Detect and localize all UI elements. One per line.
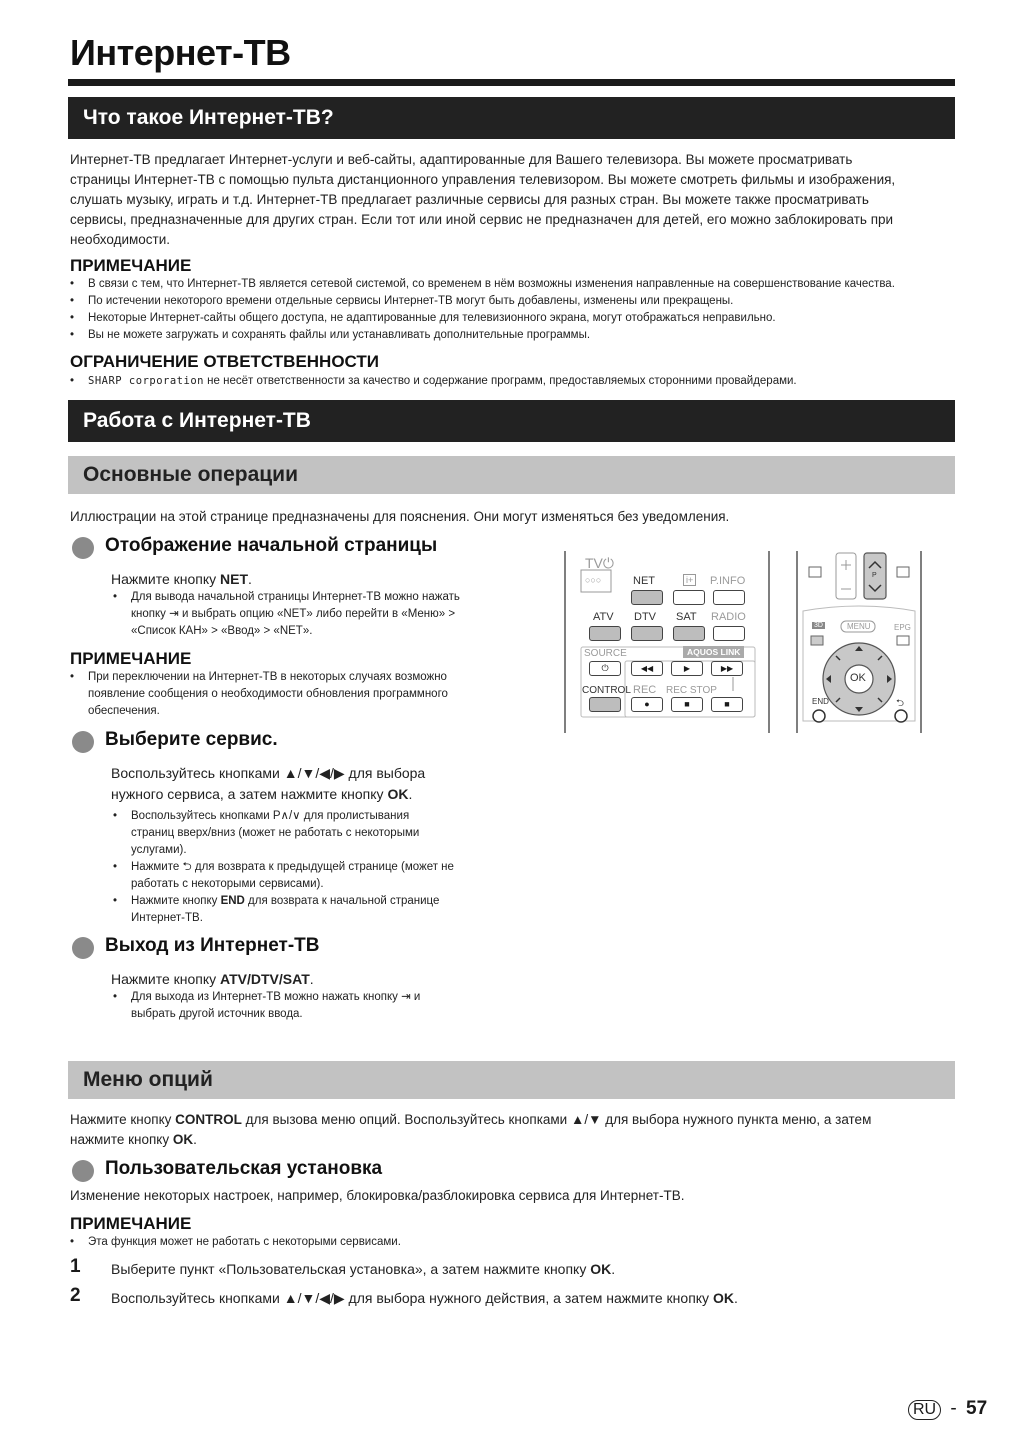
step3-instruction <box>111 969 314 989</box>
rewind-button[interactable]: ◀◀ <box>631 661 663 676</box>
subsection-heading-options: Меню опций <box>68 1061 955 1099</box>
step3-bullet <box>111 989 511 1023</box>
line: Нажмите ⮌ для возврата к предыдущей странице (может не <box>131 861 454 873</box>
step2-bullet <box>111 808 511 859</box>
page-separator: - <box>950 1398 957 1419</box>
step2-bullet <box>111 859 511 893</box>
line: Интернет-ТВ. <box>131 912 203 924</box>
return-icon: ⮌ <box>896 698 905 709</box>
options-step-1 <box>111 1259 615 1279</box>
step-marker-icon <box>72 1160 94 1182</box>
text: . <box>193 1132 197 1147</box>
line <box>70 1130 955 1150</box>
options-intro <box>70 1110 955 1150</box>
step-number: 1 <box>70 1256 81 1277</box>
step-marker-icon <box>72 937 94 959</box>
step1-title: Отображение начальной страницы <box>105 535 438 556</box>
rec-label: REC <box>633 684 657 696</box>
line <box>70 1110 955 1130</box>
step1-note-heading: ПРИМЕЧАНИЕ <box>70 649 192 668</box>
rec-stop-label: REC STOP <box>666 685 717 696</box>
options-note-list <box>68 1234 948 1251</box>
key-ok: OK <box>712 1290 734 1306</box>
line: Воспользуйтесь кнопками ▲/▼/◀/▶ для выбора <box>111 765 426 781</box>
line: страниц вверх/вниз (может не работать с некоторыми <box>131 827 420 839</box>
sat-label: SAT <box>676 611 697 623</box>
key-end: END <box>220 895 245 907</box>
line: При переключении на Интернет-ТВ в некоторых случаях возможно <box>88 671 447 683</box>
sat-button[interactable] <box>673 626 705 641</box>
step1-bullets <box>111 589 511 640</box>
atv-button[interactable] <box>589 626 621 641</box>
net-label: NET <box>633 575 655 587</box>
line: Для вывода начальной страницы Интернет-ТВ можно нажать <box>131 591 460 603</box>
radio-button[interactable] <box>713 626 745 641</box>
step1-instruction <box>111 569 252 589</box>
text: для вызова меню опций. Воспользуйтесь кнопками ▲/▼ для выбора нужного пункта меню, а затем <box>241 1112 872 1127</box>
tv-power-label: TV⏻ <box>585 555 614 571</box>
intro-line: слушать музыку, играть и т.д. Интернет-ТВ предлагает различные сервисы для разных стран. Вы можете также просматривать <box>70 192 869 207</box>
dots-icon: ○○○ <box>585 575 602 585</box>
info-button[interactable] <box>673 590 705 605</box>
stop-button[interactable]: ■ <box>711 697 743 712</box>
key-ok: OK <box>172 1132 194 1147</box>
intro-line: необходимости. <box>70 232 170 247</box>
line <box>111 784 425 805</box>
dtv-button[interactable] <box>631 626 663 641</box>
step1-bullet <box>111 589 511 640</box>
intro-paragraph <box>70 150 950 250</box>
step-number: 2 <box>70 1285 81 1306</box>
options-note: • Эта функция может не работать с некоторыми сервисами. <box>68 1234 948 1251</box>
note-item: • Некоторые Интернет-сайты общего доступа, не адаптированные для телевизионного экрана, могут отображаться неправильно. <box>68 310 953 327</box>
note-list <box>68 276 953 344</box>
disclaimer-list <box>68 373 953 390</box>
text: нажмите кнопку <box>70 1132 173 1147</box>
language-badge: RU <box>908 1400 941 1420</box>
rec-stop-button[interactable]: ■ <box>671 697 703 712</box>
options-step-2 <box>111 1288 738 1308</box>
subsection-heading-basic: Основные операции <box>68 456 955 494</box>
rec-button[interactable]: ● <box>631 697 663 712</box>
atv-label: ATV <box>593 611 614 623</box>
text: Воспользуйтесь кнопками ▲/▼/◀/▶ для выбора нужного действия, а затем нажмите кнопку <box>111 1290 713 1306</box>
intro-line: Интернет-ТВ предлагает Интернет-услуги и веб-сайты, адаптированные для Вашего телевизора. Вы можете просматривать <box>70 152 853 167</box>
step2-title: Выберите сервис. <box>105 729 278 750</box>
control-label: CONTROL <box>582 685 631 696</box>
text: . <box>733 1290 738 1306</box>
text: Нажмите кнопку <box>70 1112 176 1127</box>
line: «Список КАН» > «Ввод» > «NET». <box>131 625 313 637</box>
pinfo-button[interactable] <box>713 590 745 605</box>
text: Нажмите кнопку <box>111 571 221 587</box>
source-label: SOURCE <box>584 648 627 659</box>
illustration-note: Иллюстрации на этой странице предназначены для пояснения. Они могут изменяться без уведомления. <box>70 509 730 524</box>
end-label: END <box>812 697 829 706</box>
text: . <box>408 786 413 802</box>
user-setup-title: Пользовательская установка <box>105 1158 383 1179</box>
text: нужного сервиса, а затем нажмите кнопку <box>111 786 388 802</box>
play-button[interactable]: ▶ <box>671 661 703 676</box>
key-ok: OK <box>387 786 409 802</box>
epg-label: EPG <box>894 623 911 632</box>
step3-bullets <box>111 989 511 1023</box>
key-net: NET <box>220 571 249 587</box>
line: работать с некоторыми сервисами). <box>131 878 324 890</box>
net-button[interactable] <box>631 590 663 605</box>
remote-illustration-main <box>563 551 771 733</box>
text: . <box>611 1261 616 1277</box>
brand-name: SHARP corporation <box>88 375 204 387</box>
note-item: • По истечении некоторого времени отдельные сервисы Интернет-ТВ могут быть добавлены, изменены или прекращены. <box>68 293 953 310</box>
forward-button[interactable]: ▶▶ <box>711 661 743 676</box>
text: Нажмите кнопку <box>111 971 221 987</box>
menu-label[interactable]: MENU <box>847 622 871 631</box>
intro-line: сервисы, предназначенные для других стран. Если тот или иной сервис не предназначен для детей, его можно заблокировать при <box>70 212 894 227</box>
disclaimer-heading: ОГРАНИЧЕНИЕ ОТВЕТСТВЕННОСТИ <box>70 352 380 371</box>
step1-note-list <box>68 669 508 720</box>
pinfo-label: P.INFO <box>710 575 746 587</box>
step2-bullets <box>111 808 511 927</box>
page-number <box>908 1398 987 1420</box>
dtv-label: DTV <box>634 611 656 623</box>
line: кнопку ⇥ и выбрать опцию «NET» либо перейти в «Меню» > <box>131 608 456 620</box>
line: появление сообщения о необходимости обновления программного <box>88 688 448 700</box>
note-heading: ПРИМЕЧАНИЕ <box>70 256 192 275</box>
3d-button[interactable]: 3D <box>814 622 823 629</box>
remote-illustration-navigation <box>795 551 923 733</box>
line: услугами). <box>131 844 187 856</box>
key-ok: OK <box>590 1261 612 1277</box>
step2-bullet <box>111 893 511 927</box>
text: Нажмите кнопку <box>131 895 221 907</box>
p-label: P <box>872 572 877 579</box>
control-button[interactable] <box>589 697 621 712</box>
key-atv-dtv-sat: ATV/DTV/SAT <box>220 971 310 987</box>
page-title: Интернет-ТВ <box>70 32 291 73</box>
disclaimer-text: не несёт ответственности за качество и содержание программ, предоставляемых сторонними провайдерами. <box>203 375 797 387</box>
user-setup-text: Изменение некоторых настроек, например, блокировка/разблокировка сервиса для Интернет-ТВ. <box>70 1188 685 1203</box>
text: . <box>309 971 314 987</box>
line: выбрать другой источник ввода. <box>131 1008 303 1020</box>
key-control: CONTROL <box>175 1112 242 1127</box>
line: обеспечения. <box>88 705 160 717</box>
step-marker-icon <box>72 731 94 753</box>
text: . <box>248 571 252 587</box>
step2-instruction <box>111 763 425 805</box>
options-note-heading: ПРИМЕЧАНИЕ <box>70 1214 192 1233</box>
intro-line: страницы Интернет-ТВ с помощью пульта дистанционного управления телевизором. Вы можете смотреть фильмы и изображения, <box>70 172 896 187</box>
line: Воспользуйтесь кнопками P∧/∨ для пролистывания <box>131 810 410 822</box>
step3-title: Выход из Интернет-ТВ <box>105 935 320 956</box>
section-heading-working: Работа с Интернет-ТВ <box>68 400 955 442</box>
text: Выберите пункт «Пользовательская установка», а затем нажмите кнопку <box>111 1261 591 1277</box>
info-icon: i+ <box>683 574 696 586</box>
aquos-link-label: AQUOS LINK <box>683 646 744 658</box>
line: Для выхода из Интернет-ТВ можно нажать кнопку ⇥ и <box>131 991 421 1003</box>
source-power-button[interactable]: ⏻ <box>589 661 621 676</box>
step-marker-icon <box>72 537 94 559</box>
note-item: • Вы не можете загружать и сохранять файлы или устанавливать дополнительные программы. <box>68 327 953 344</box>
radio-label: RADIO <box>711 611 746 623</box>
section-heading-what-is: Что такое Интернет-ТВ? <box>68 97 955 139</box>
text: для возврата к начальной странице <box>244 895 440 907</box>
step1-note <box>68 669 508 720</box>
disclaimer-item <box>68 373 953 390</box>
title-rule <box>68 79 955 86</box>
page-number-value: 57 <box>966 1398 988 1419</box>
note-item: • В связи с тем, что Интернет-ТВ является сетевой системой, со временем в нём возможны изменения направленные на совершенствование качества. <box>68 276 953 293</box>
ok-label[interactable]: OK <box>850 672 866 684</box>
